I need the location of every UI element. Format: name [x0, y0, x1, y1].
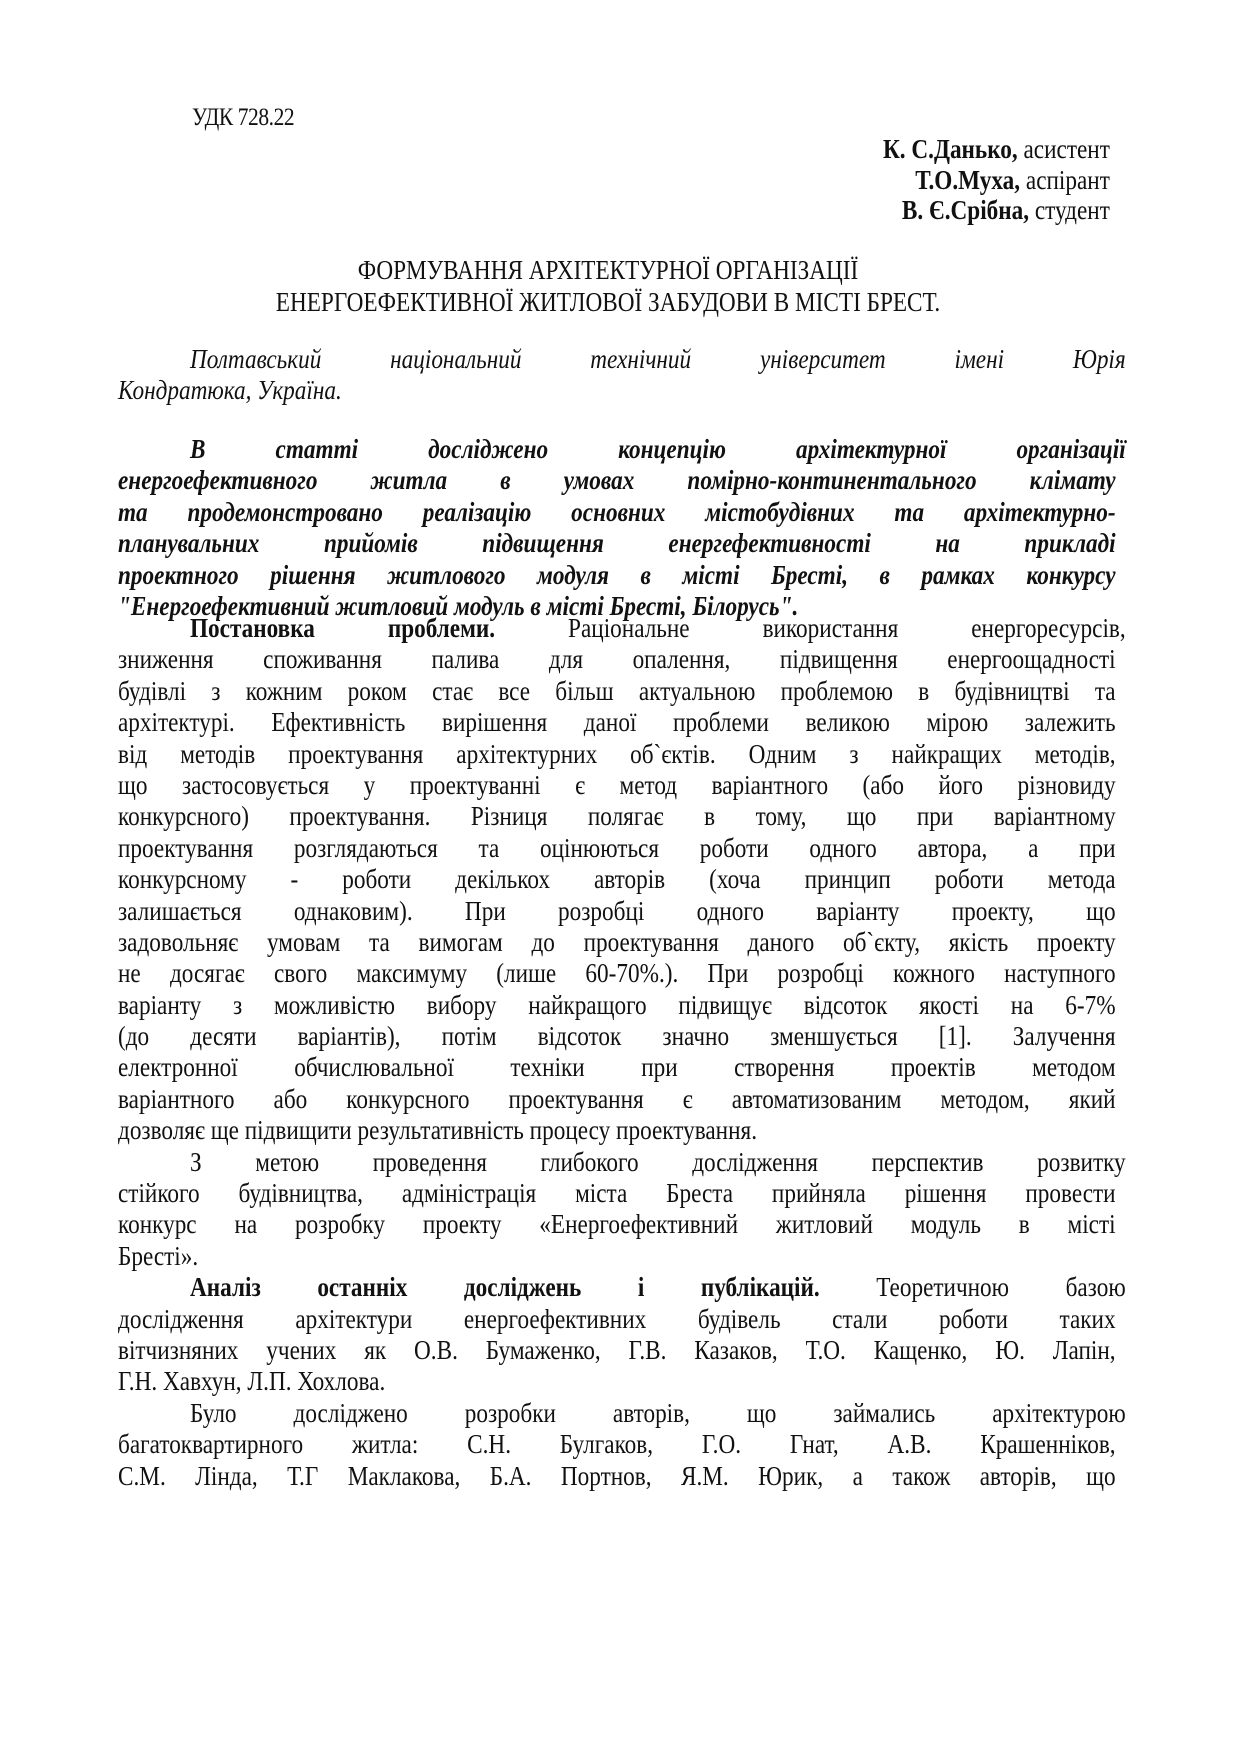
paragraph-line: Бресті». — [118, 1240, 199, 1271]
affiliation — [118, 344, 1126, 407]
abstract-line: проектного рішення житлового модуля в місті Бресті, в рамках конкурсу — [118, 559, 1116, 590]
paragraph-line: З метою проведення глибокого дослідження перспектив розвитку — [190, 1146, 1126, 1177]
paragraph-line: електронної обчислювальної техніки при створення проектів методом — [118, 1052, 1116, 1083]
paragraph-line: С.М. Лінда, Т.Г Маклакова, Б.А. Портнов, Я.М. Юрик, а також авторів, що — [118, 1460, 1116, 1491]
paragraph-line: конкурсному - роботи декількох авторів (хоча принцип роботи метода — [118, 864, 1116, 895]
title-line: ЕНЕРГОЕФЕКТИВНОЇ ЖИТЛОВОЇ ЗАБУДОВИ В МІСТІ БРЕСТ. — [275, 287, 941, 317]
paragraph-line: Г.Н. Хавхун, Л.П. Хохлова. — [118, 1366, 386, 1397]
author-role: асистент — [1017, 134, 1110, 164]
abstract-line: планувальних прийомів підвищення енергефективності на прикладі — [118, 528, 1116, 559]
author-name: К. С.Данько, — [883, 134, 1018, 164]
title-line: ФОРМУВАННЯ АРХІТЕКТУРНОЇ ОРГАНІЗАЦІЇ — [357, 255, 859, 285]
paragraph-line: не досягає свого максимуму (лише 60-70%.). При розробці кожного наступного — [118, 958, 1116, 989]
author-name: Т.О.Муха, — [915, 164, 1021, 195]
paragraph-line: Аналіз останніх досліджень і публікацій. Теоретичною базою — [190, 1272, 1126, 1303]
section-heading-problem: Постановка проблеми. — [190, 613, 496, 643]
paragraph-line: конкурсного) проектування. Різниця полягає в тому, що при варіантному — [118, 801, 1116, 832]
affiliation-line: Полтавський національний технічний університет імені Юрія — [190, 344, 1126, 374]
paragraph-line: що застосовується у проектуванні є метод варіантного (або його різновиду — [118, 769, 1116, 800]
abstract-line: енергоефективного житла в умовах помірно-континентального клімату — [118, 465, 1116, 496]
paragraph-line: зниження споживання палива для опалення, підвищення енергоощадності — [118, 644, 1116, 675]
paragraph-line: Було досліджено розробки авторів, що займались архітектурою — [190, 1397, 1126, 1428]
paragraph-line: вітчизняних учених як О.В. Бумаженко, Г.В. Казаков, Т.О. Кащенко, Ю. Лапін, — [118, 1334, 1116, 1365]
article-title — [108, 254, 1108, 318]
paragraph-line: багатоквартирного житла: С.Н. Булгаков, Г.О. Гнат, А.В. Крашенніков, — [118, 1429, 1116, 1460]
author-line — [883, 165, 1110, 196]
author-line — [883, 134, 1110, 165]
paragraph-line: дослідження архітектури енергоефективних будівель стали роботи таких — [118, 1303, 1116, 1334]
udk-code: УДК 728.22 — [192, 104, 295, 131]
author-role: аспірант — [1020, 164, 1110, 195]
paragraph-line: архітектурі. Ефективність вирішення даної проблеми великою мірою залежить — [118, 707, 1116, 738]
paragraph-line: від методів проектування архітектурних об`єктів. Одним з найкращих методів, — [118, 738, 1116, 769]
paragraph-line: (до десяти варіантів), потім відсоток значно зменшується [1]. Залучення — [118, 1021, 1116, 1052]
author-role: студент — [1029, 195, 1110, 225]
author-name: В. Є.Срібна, — [902, 195, 1030, 225]
paragraph-line: варіантного або конкурсного проектування є автоматизованим методом, який — [118, 1083, 1116, 1114]
abstract-line: В статті досліджено концепцію архітектурної організації — [190, 434, 1126, 464]
author-line — [883, 195, 1110, 226]
paragraph-line: конкурс на розробку проекту «Енергоефективний житловий модуль в місті — [118, 1209, 1116, 1240]
body-text — [118, 613, 1126, 1492]
paragraph-line: дозволяє ще підвищити результативність процесу проектування. — [118, 1115, 758, 1146]
abstract — [118, 434, 1126, 622]
paragraph-line: варіанту з можливістю вибору найкращого підвищує відсоток якості на 6-7% — [118, 989, 1116, 1020]
authors-block — [846, 134, 1110, 226]
paragraph-line: проектування розглядаються та оцінюються роботи одного автора, а при — [118, 832, 1116, 863]
paragraph-line: залишається однаковим). При розробці одного варіанту проекту, що — [118, 895, 1116, 926]
paragraph-line: задовольняє умовам та вимогам до проектування даного об`єкту, якість проекту — [118, 926, 1116, 957]
affiliation-line: Кондратюка, Україна. — [118, 375, 342, 406]
paragraph-line: будівлі з кожним роком стає все більш актуальною проблемою в будівництві та — [118, 675, 1116, 706]
paragraph-line: Постановка проблеми. Раціональне використання енергоресурсів, — [190, 613, 1126, 643]
abstract-line: "Енергоефективний житловий модуль в місті Бресті, Білорусь". — [118, 590, 799, 621]
section-heading-analysis: Аналіз останніх досліджень і публікацій. — [190, 1272, 820, 1303]
paragraph-line: стійкого будівництва, адміністрація міста Бреста прийняла рішення провести — [118, 1178, 1116, 1209]
abstract-line: та продемонстровано реалізацію основних містобудівних та архітектурно- — [118, 496, 1116, 527]
